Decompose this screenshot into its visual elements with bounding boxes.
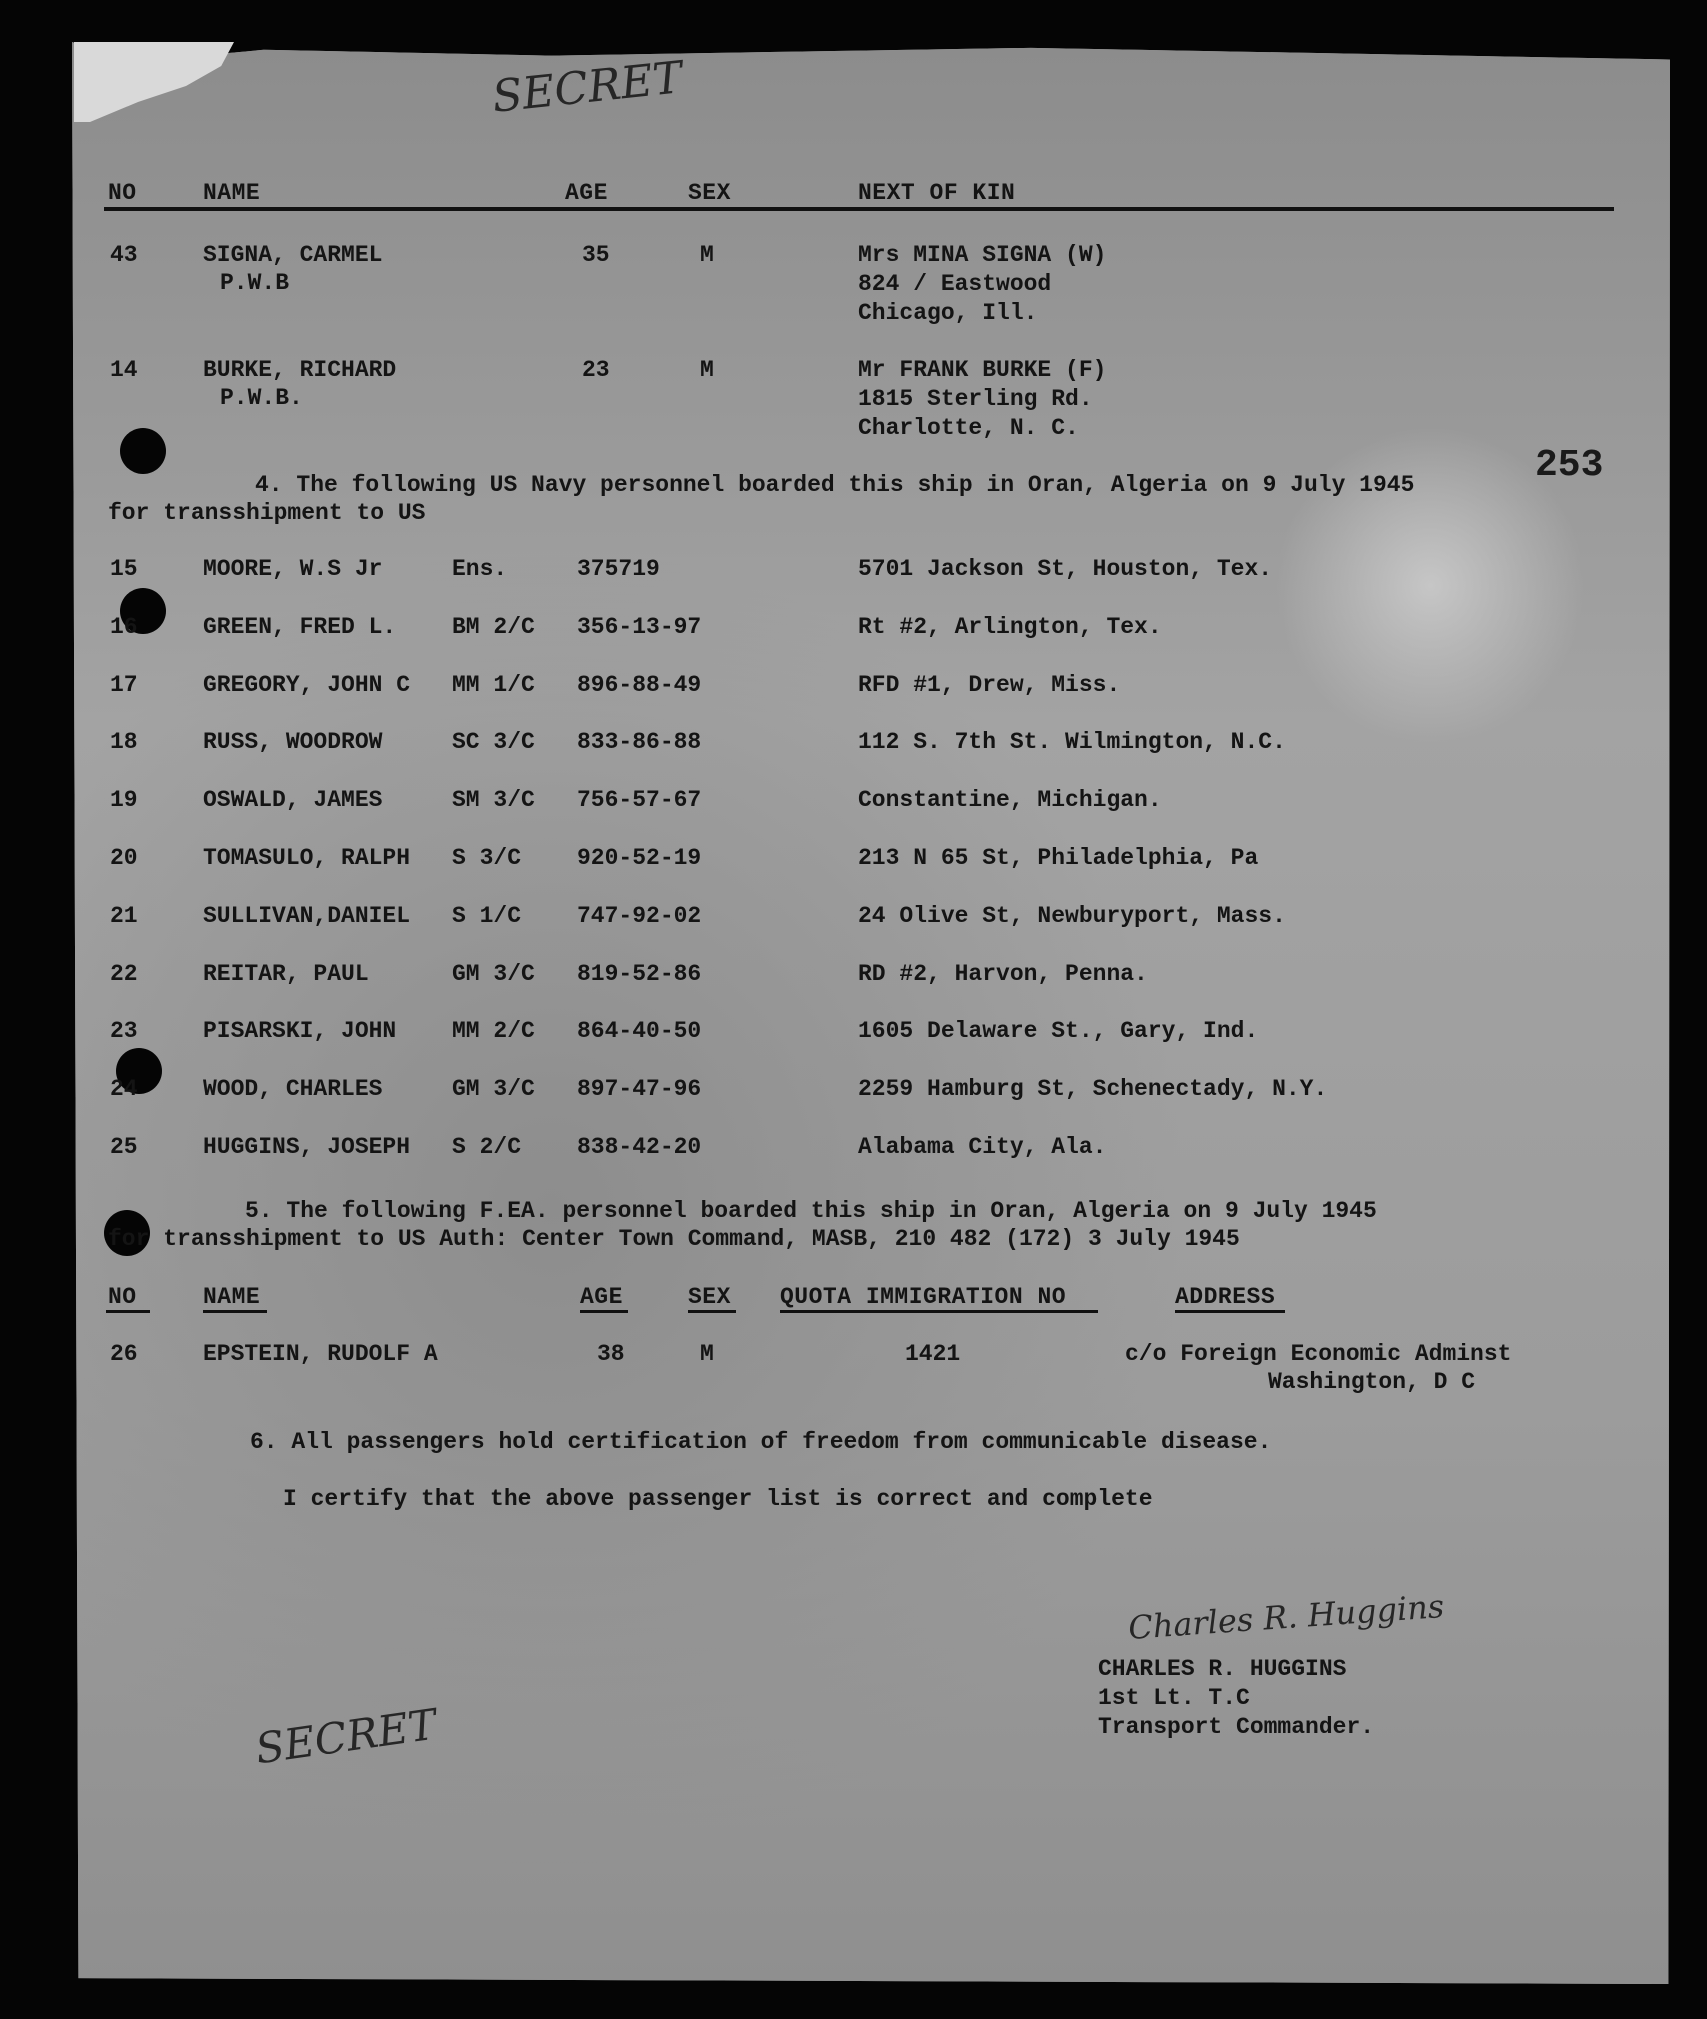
kin-line-3: Chicago, Ill. — [858, 300, 1038, 326]
row-no: 18 — [110, 729, 138, 756]
row-service-number: 897-47-96 — [577, 1076, 702, 1103]
row-address: Rt #2, Arlington, Tex. — [858, 613, 1162, 640]
row-no: 23 — [110, 1018, 138, 1045]
row-name: WOOD, CHARLES — [203, 1076, 383, 1103]
underline — [203, 1310, 267, 1313]
underline — [106, 1310, 150, 1313]
row-name: REITAR, PAUL — [203, 960, 369, 987]
row-no: 17 — [110, 671, 138, 698]
paragraph-4-line-1: 4. The following US Navy personnel boarded this ship in Oran, Algeria on 9 July 1945 — [255, 472, 1415, 498]
signer-name: CHARLES R. HUGGINS — [1098, 1656, 1347, 1682]
col-header-no: NO — [108, 180, 137, 206]
row-address-line-2: Washington, D C — [1268, 1369, 1476, 1395]
row-address: 2259 Hamburg St, Schenectady, N.Y. — [858, 1076, 1328, 1103]
row-rate: MM 1/C — [452, 671, 535, 698]
row-rate: Ens. — [452, 556, 508, 582]
row-no: 14 — [110, 357, 138, 383]
page-number: 253 — [1535, 444, 1604, 487]
kin-line-1: Mr FRANK BURKE (F) — [858, 357, 1107, 383]
row-no: 24 — [110, 1076, 138, 1103]
row-address: 213 N 65 St, Philadelphia, Pa — [858, 845, 1259, 871]
signer-rank: 1st Lt. T.C — [1098, 1685, 1250, 1711]
row-service-number: 838-42-20 — [577, 1134, 702, 1160]
row-service-number: 747-92-02 — [577, 902, 702, 929]
signer-title: Transport Commander. — [1098, 1714, 1375, 1740]
row-age: 38 — [597, 1341, 625, 1367]
row-rate: MM 2/C — [452, 1018, 535, 1045]
col-header-no: NO — [108, 1284, 137, 1310]
row-no: 22 — [110, 960, 138, 987]
punch-hole — [120, 428, 166, 474]
row-address: 112 S. 7th St. Wilmington, N.C. — [858, 729, 1286, 756]
secret-stamp-top: SECRET — [489, 52, 685, 123]
row-sex: M — [700, 242, 714, 268]
row-address-line-1: c/o Foreign Economic Adminst — [1125, 1341, 1512, 1367]
underline — [580, 1310, 628, 1313]
col-header-age: AGE — [580, 1284, 623, 1310]
row-service-number: 375719 — [577, 556, 660, 582]
row-rate: S 2/C — [452, 1134, 522, 1160]
row-name: EPSTEIN, RUDOLF A — [203, 1341, 438, 1367]
row-no: 25 — [110, 1134, 138, 1160]
paragraph-6: 6. All passengers hold certification of freedom from communicable disease. — [250, 1429, 1272, 1455]
handwritten-signature: Charles R. Huggins — [1127, 1587, 1446, 1647]
row-no: 15 — [110, 556, 138, 582]
row-name: SULLIVAN,DANIEL — [203, 902, 411, 929]
col-header-address: ADDRESS — [1175, 1284, 1276, 1310]
row-address: Constantine, Michigan. — [858, 787, 1162, 814]
paragraph-5-line-1: 5. The following F.EA. personnel boarded this ship in Oran, Algeria on 9 July 1945 — [245, 1198, 1377, 1224]
row-no: 21 — [110, 902, 138, 929]
row-name: HUGGINS, JOSEPH — [203, 1134, 411, 1160]
kin-line-2: 824 / Eastwood — [858, 271, 1052, 297]
col-header-age: AGE — [565, 180, 608, 206]
row-service-number: 864-40-50 — [577, 1018, 702, 1045]
row-sex: M — [700, 357, 714, 383]
paragraph-4-line-2: for transshipment to US — [108, 500, 426, 526]
row-address: 1605 Delaware St., Gary, Ind. — [858, 1018, 1259, 1045]
underline — [780, 1310, 1098, 1313]
row-no: 20 — [110, 845, 138, 871]
row-service-number: 896-88-49 — [577, 671, 702, 698]
underline — [688, 1310, 736, 1313]
row-age: 35 — [582, 242, 610, 268]
row-name: TOMASULO, RALPH — [203, 845, 411, 871]
row-age: 23 — [582, 357, 610, 383]
row-rate: SC 3/C — [452, 729, 535, 756]
row-rate: S 3/C — [452, 845, 522, 871]
row-address: Alabama City, Ala. — [858, 1134, 1107, 1160]
col-header-sex: SEX — [688, 180, 731, 206]
col-header-sex: SEX — [688, 1284, 731, 1310]
row-unit: P.W.B. — [220, 385, 303, 411]
row-no: 43 — [110, 242, 138, 268]
row-rate: GM 3/C — [452, 1076, 535, 1103]
certification-statement: I certify that the above passenger list is correct and complete — [283, 1486, 1153, 1512]
row-name: RUSS, WOODROW — [203, 729, 383, 756]
row-rate: BM 2/C — [452, 613, 535, 640]
col-header-name: NAME — [203, 180, 261, 206]
document-page — [72, 42, 1670, 1984]
secret-stamp-bottom: SECRET — [252, 1699, 440, 1774]
col-header-next-of-kin: NEXT OF KIN — [858, 180, 1016, 206]
row-name: GREEN, FRED L. — [203, 613, 397, 640]
row-address: 24 Olive St, Newburyport, Mass. — [858, 902, 1286, 929]
row-rate: GM 3/C — [452, 960, 535, 987]
row-service-number: 819-52-86 — [577, 960, 702, 987]
col-header-name: NAME — [203, 1284, 261, 1310]
col-header-quota: QUOTA IMMIGRATION NO — [780, 1284, 1067, 1310]
row-name: OSWALD, JAMES — [203, 787, 383, 814]
row-name: SIGNA, CARMEL — [203, 242, 383, 268]
row-no: 16 — [110, 613, 138, 640]
row-name: MOORE, W.S Jr — [203, 556, 383, 582]
row-rate: SM 3/C — [452, 787, 535, 814]
row-name: PISARSKI, JOHN — [203, 1018, 397, 1045]
kin-line-3: Charlotte, N. C. — [858, 415, 1079, 441]
kin-line-2: 1815 Sterling Rd. — [858, 386, 1093, 412]
row-address: RD #2, Harvon, Penna. — [858, 960, 1148, 987]
row-name: BURKE, RICHARD — [203, 357, 397, 383]
row-service-number: 833-86-88 — [577, 729, 702, 756]
row-unit: P.W.B — [220, 270, 290, 296]
row-service-number: 356-13-97 — [577, 613, 702, 640]
row-rate: S 1/C — [452, 902, 522, 929]
row-service-number: 756-57-67 — [577, 787, 702, 814]
row-address: 5701 Jackson St, Houston, Tex. — [858, 556, 1273, 582]
underline — [1175, 1310, 1285, 1313]
header-rule — [104, 207, 1614, 211]
row-no: 26 — [110, 1341, 138, 1367]
row-service-number: 920-52-19 — [577, 845, 702, 871]
kin-line-1: Mrs MINA SIGNA (W) — [858, 242, 1107, 268]
row-address: RFD #1, Drew, Miss. — [858, 671, 1121, 698]
row-sex: M — [700, 1341, 714, 1367]
row-no: 19 — [110, 787, 138, 814]
paragraph-5-line-2: for transshipment to US Auth: Center Town Command, MASB, 210 482 (172) 3 July 1945 — [108, 1226, 1240, 1252]
row-name: GREGORY, JOHN C — [203, 671, 411, 698]
row-quota-number: 1421 — [905, 1341, 961, 1367]
